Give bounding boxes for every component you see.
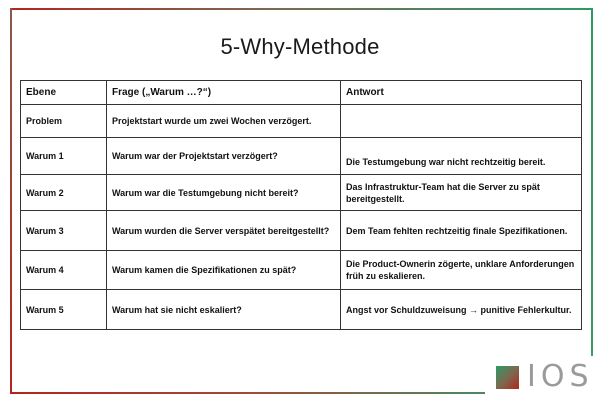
row-question: Projektstart wurde um zwei Wochen verzögert. bbox=[107, 105, 341, 138]
row-answer bbox=[341, 105, 582, 138]
row-question: Warum hat sie nicht eskaliert? bbox=[107, 290, 341, 330]
table-row bbox=[21, 138, 582, 175]
frame-top-border bbox=[10, 8, 593, 10]
row-answer: Die Product-Ownerin zögerte, unklare Anforderungen früh zu eskalieren. bbox=[341, 251, 582, 290]
header-ebene: Ebene bbox=[21, 81, 107, 105]
table-row bbox=[21, 105, 582, 138]
logo-square-icon bbox=[496, 366, 519, 389]
header-frage: Frage („Warum …?“) bbox=[107, 81, 341, 105]
table-header-row bbox=[21, 81, 582, 105]
five-why-table bbox=[20, 80, 582, 330]
header-antwort: Antwort bbox=[341, 81, 582, 105]
row-question: Warum war die Testumgebung nicht bereit? bbox=[107, 175, 341, 211]
row-answer: Die Testumgebung war nicht rechtzeitig bereit. bbox=[341, 138, 582, 175]
row-level: Warum 4 bbox=[21, 251, 107, 290]
logo-text: IOS bbox=[527, 359, 594, 394]
table-row bbox=[21, 290, 582, 330]
table-row bbox=[21, 211, 582, 251]
row-answer: Angst vor Schuldzuweisung → punitive Fehlerkultur. bbox=[341, 290, 582, 330]
frame-bottom-border bbox=[10, 392, 485, 394]
row-answer: Das Infrastruktur-Team hat die Server zu spät bereitgestellt. bbox=[341, 175, 582, 211]
row-question: Warum wurden die Server verspätet bereitgestellt? bbox=[107, 211, 341, 251]
row-question: Warum kamen die Spezifikationen zu spät? bbox=[107, 251, 341, 290]
page-title: 5-Why-Methode bbox=[220, 34, 380, 59]
frame-left-border bbox=[10, 8, 12, 394]
row-answer: Dem Team fehlten rechtzeitig finale Spezifikationen. bbox=[341, 211, 582, 251]
row-level: Warum 2 bbox=[21, 175, 107, 211]
row-level: Warum 1 bbox=[21, 138, 107, 175]
row-question: Warum war der Projektstart verzögert? bbox=[107, 138, 341, 175]
table-row bbox=[21, 251, 582, 290]
frame-right-border bbox=[591, 8, 593, 356]
row-level: Problem bbox=[21, 105, 107, 138]
row-level: Warum 3 bbox=[21, 211, 107, 251]
row-level: Warum 5 bbox=[21, 290, 107, 330]
table-row bbox=[21, 175, 582, 211]
